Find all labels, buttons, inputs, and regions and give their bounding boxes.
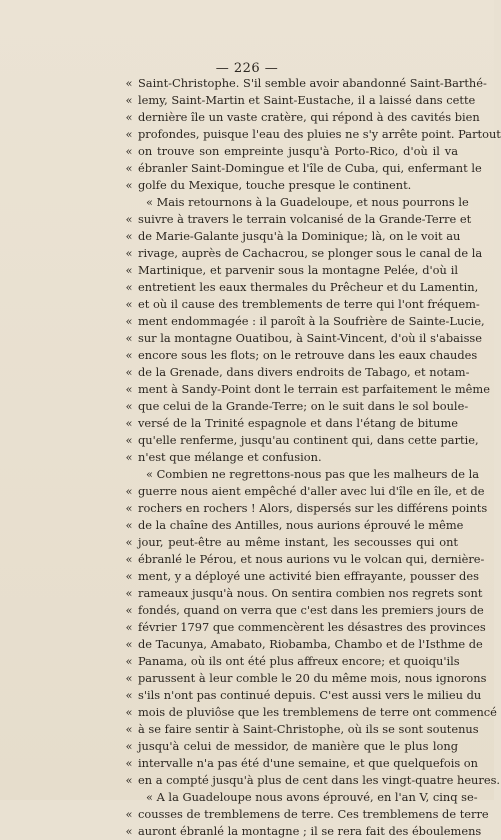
line-text: fondés, quand on verra que c'est dans les premiers jours de	[138, 603, 484, 617]
line-text: février 1797 que commencèrent les désastres des provinces	[138, 620, 486, 634]
line-text: jusqu'à celui de messidor, de manière que le plus long	[138, 739, 458, 753]
quote-mark: «	[125, 110, 133, 124]
quote-mark: «	[125, 263, 133, 277]
text-line	[0, 313, 494, 330]
page-number-header: — 226 —	[215, 61, 279, 76]
text-line	[0, 687, 494, 704]
quote-mark: «	[125, 722, 133, 736]
text-line	[0, 109, 494, 126]
text-line	[0, 262, 494, 279]
text-line	[0, 245, 494, 262]
text-line	[0, 194, 494, 211]
line-text: sur la montagne Ouatibou, à Saint-Vincent, d'où il s'abaisse	[138, 331, 482, 345]
line-text: Saint-Christophe. S'il semble avoir abandonné Saint-Barthé-	[138, 76, 487, 90]
text-line	[0, 517, 494, 534]
line-text: qu'elle renferme, jusqu'au continent qui, dans cette partie,	[138, 433, 479, 447]
quote-mark: «	[125, 331, 133, 345]
line-text: ment endommagée : il paroît à la Soufrière de Sainte-Lucie,	[138, 314, 485, 328]
text-line	[0, 432, 494, 449]
quote-mark: «	[125, 552, 133, 566]
text-line	[0, 772, 501, 789]
quote-mark: «	[125, 382, 133, 396]
quote-mark: «	[125, 756, 133, 770]
line-text: à se faire sentir à Saint-Christophe, où ils se sont soutenus	[138, 722, 479, 736]
line-text: de la Grenade, dans divers endroits de Tabago, et notam-	[138, 365, 470, 379]
line-text: en a compté jusqu'à plus de cent dans les vingt-quatre heures.	[138, 773, 501, 787]
line-text: mois de pluviôse que les tremblemens de terre ont commencé	[138, 705, 497, 719]
quote-mark: «	[125, 705, 133, 719]
quote-mark: «	[125, 450, 133, 464]
text-line	[0, 228, 494, 245]
quote-mark: «	[125, 518, 133, 532]
line-text: s'ils n'ont pas continué depuis. C'est aussi vers le milieu du	[138, 688, 482, 702]
text-line	[0, 330, 494, 347]
line-text: « Combien ne regrettons-nous pas que les malheurs de la	[146, 467, 480, 481]
quote-mark: «	[125, 127, 133, 141]
line-text: profondes, puisque l'eau des pluies ne s'y arrête point. Partout	[138, 127, 501, 141]
text-line	[0, 823, 494, 840]
quote-mark: «	[125, 93, 133, 107]
text-line	[0, 75, 494, 92]
line-text: rivage, auprès de Cachacrou, se plonger sous le canal de la	[138, 246, 483, 260]
line-text: que celui de la Grande-Terre; on le suit dans le sol boule-	[138, 399, 469, 413]
line-text: intervalle n'a pas été d'une semaine, et que quelquefois on	[138, 756, 479, 770]
line-text: ment à Sandy-Point dont le terrain est parfaitement le même	[138, 382, 490, 396]
line-text: guerre nous aient empêché d'aller avec lui d'île en île, et de	[138, 484, 485, 498]
line-text: rochers en rochers ! Alors, dispersés sur les différens points	[138, 501, 488, 515]
line-text: de Tacunya, Amabato, Riobamba, Chambo et de l'Isthme de	[138, 637, 483, 651]
line-text: de la chaîne des Antilles, nous aurions éprouvé le même	[138, 518, 464, 532]
quote-mark: «	[125, 807, 133, 821]
text-line	[0, 347, 494, 364]
text-line	[0, 279, 494, 296]
line-text: golfe du Mexique, touche presque le continent.	[138, 178, 412, 192]
quote-mark: «	[125, 161, 133, 175]
line-text: entretient les eaux thermales du Prêcheur et du Lamentin,	[138, 280, 479, 294]
quote-mark: «	[125, 824, 133, 838]
text-line	[0, 415, 494, 432]
text-line	[0, 364, 494, 381]
quote-mark: «	[125, 280, 133, 294]
quote-mark: «	[125, 501, 133, 515]
quote-mark: «	[125, 365, 133, 379]
text-line	[0, 177, 494, 194]
quote-mark: «	[125, 620, 133, 634]
text-line	[0, 381, 494, 398]
line-text: parussent à leur comble le 20 du même mois, nous ignorons	[138, 671, 487, 685]
text-line	[0, 92, 494, 109]
quote-mark: «	[125, 399, 133, 413]
quote-mark: «	[125, 433, 133, 447]
quote-mark: «	[125, 416, 133, 430]
text-line	[0, 534, 494, 551]
quote-mark: «	[125, 603, 133, 617]
line-text: « A la Guadeloupe nous avons éprouvé, en l'an V, cinq se-	[146, 790, 478, 804]
quote-mark: «	[125, 314, 133, 328]
line-text: Panama, où ils ont été plus affreux encore; et quoiqu'ils	[138, 654, 460, 668]
text-line	[0, 585, 494, 602]
quote-mark: «	[125, 144, 133, 158]
text-line	[0, 789, 494, 806]
quote-mark: «	[125, 739, 133, 753]
line-text: rameaux jusqu'à nous. On sentira combien nos regrets sont	[138, 586, 483, 600]
quote-mark: «	[125, 654, 133, 668]
text-line	[0, 500, 494, 517]
text-line	[0, 483, 494, 500]
text-line	[0, 806, 494, 823]
text-line	[0, 143, 494, 160]
text-line	[0, 619, 494, 636]
quote-mark: «	[125, 535, 133, 549]
text-line	[0, 211, 494, 228]
line-text: cousses de tremblemens de terre. Ces tremblemens de terre	[138, 807, 489, 821]
line-text: lemy, Saint-Martin et Saint-Eustache, il a laissé dans cette	[138, 93, 476, 107]
text-line	[0, 126, 501, 143]
text-line	[0, 160, 494, 177]
line-text: ébranler Saint-Domingue et l'île de Cuba, qui, enfermant le	[138, 161, 482, 175]
quote-mark: «	[125, 348, 133, 362]
quote-mark: «	[125, 297, 133, 311]
text-line	[0, 568, 494, 585]
quote-mark: «	[125, 178, 133, 192]
quote-mark: «	[125, 637, 133, 651]
text-line	[0, 636, 494, 653]
quote-mark: «	[125, 671, 133, 685]
text-line	[0, 721, 494, 738]
text-line	[0, 704, 497, 721]
quote-mark: «	[125, 229, 133, 243]
quote-mark: «	[125, 76, 133, 90]
text-line	[0, 755, 494, 772]
line-text: auront ébranlé la montagne ; il se rera fait des éboulemens	[138, 824, 482, 838]
quote-mark: «	[125, 212, 133, 226]
text-line	[0, 738, 494, 755]
line-text: Martinique, et parvenir sous la montagne Pelée, d'où il	[138, 263, 458, 277]
text-line	[0, 602, 494, 619]
line-text: n'est que mélange et confusion.	[138, 450, 322, 464]
text-line	[0, 653, 494, 670]
line-text: encore sous les flots; on le retrouve dans les eaux chaudes	[138, 348, 478, 362]
line-text: ment, y a déployé une activité bien effrayante, pousser des	[138, 569, 479, 583]
quote-mark: «	[125, 569, 133, 583]
text-line	[0, 296, 494, 313]
line-text: et où il cause des tremblements de terre qui l'ont fréquem-	[138, 297, 480, 311]
text-line	[0, 449, 494, 466]
text-line	[0, 551, 494, 568]
line-text: de Marie-Galante jusqu'à la Dominique; là, on le voit au	[138, 229, 461, 243]
quote-mark: «	[125, 484, 133, 498]
line-text: on trouve son empreinte jusqu'à Porto-Rico, d'où il va	[138, 144, 458, 158]
quote-mark: «	[125, 246, 133, 260]
text-line	[0, 670, 494, 687]
line-text: « Mais retournons à la Guadeloupe, et nous pourrons le	[146, 195, 469, 209]
text-line	[0, 398, 494, 415]
line-text: jour, peut-être au même instant, les secousses qui ont	[138, 535, 458, 549]
quote-mark: «	[125, 688, 133, 702]
line-text: dernière île un vaste cratère, qui répond à des cavités bien	[138, 110, 480, 124]
line-text: versé de la Trinité espagnole et dans l'étang de bitume	[138, 416, 458, 430]
quote-mark: «	[125, 773, 133, 787]
quote-mark: «	[125, 586, 133, 600]
line-text: ébranlé le Pérou, et nous aurions vu le volcan qui, dernière-	[138, 552, 485, 566]
text-line	[0, 466, 494, 483]
line-text: suivre à travers le terrain volcanisé de la Grande-Terre et	[138, 212, 472, 226]
